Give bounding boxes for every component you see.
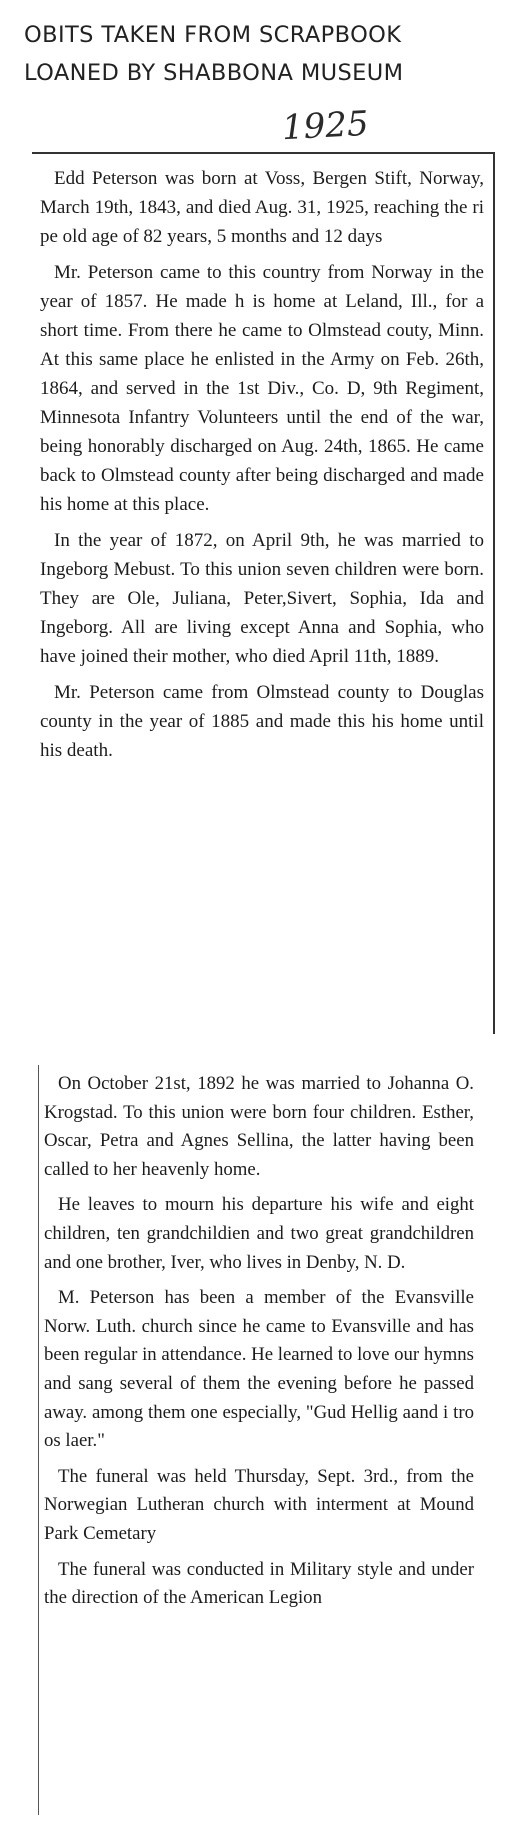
clipping-2-paragraph-4: The funeral was held Thursday, Sept. 3rd., from the Norwegian Lutheran church with interment at Mound Park Cemetary — [44, 1465, 474, 1544]
obituary-clipping-1 — [40, 164, 484, 772]
clipping-1-paragraph-2: Mr. Peterson came to this country from Norway in the year of 1857. He made h is home at Leland, Ill., for a short time. From there he came to Olmstead couty, Minn. At this same place he enlisted in the Army on Feb. 26th, 1864, and served in the 1st Div., Co. D, 9th Regiment, Minnesota Infantry Volunteers until the end of the war, being honorably discharged on Aug. 24th, 1865. He came back to Olmstead county after being discharged and made his home at this place. — [40, 262, 484, 515]
clipping-1-paragraph-1: Edd Peterson was born at Voss, Bergen Stift, Norway, March 19th, 1843, and died Aug. 31, 1925, reaching the ri pe old age of 82 years, 5 months and 12 days — [40, 168, 484, 247]
clipping-2-paragraph-3: M. Peterson has been a member of the Evansville Norw. Luth. church since he came to Evansville and has been regular in attendance. He learned to love our hymns and sang several of them the evening before he passed away. among them one especially, "Gud Hellig aand i tro os laer." — [44, 1287, 474, 1452]
clipping-2-paragraph-2: He leaves to mourn his departure his wife and eight children, ten grandchildien and two great grandchildren and one brother, Iver, who lives in Denby, N. D. — [44, 1194, 474, 1273]
page-header — [24, 16, 494, 92]
clipping-2-paragraph-1: On October 21st, 1892 he was married to Johanna O. Krogstad. To this union were born four children. Esther, Oscar, Petra and Agnes Sellina, the latter having been called to her heavenly home. — [44, 1073, 474, 1180]
clipping-1-paragraph-3: In the year of 1872, on April 9th, he was married to Ingeborg Mebust. To this union seven children were born. They are Ole, Juliana, Peter,Sivert, Sophia, Ida and Ingeborg. All are living except Anna and Sophia, who have joined their mother, who died April 11th, 1889. — [40, 530, 484, 667]
handwritten-year: 1925 — [281, 103, 370, 149]
obituary-clipping-2 — [44, 1070, 474, 1620]
clipping-2-paragraph-5: The funeral was conducted in Military style and under the direction of the American Legion — [44, 1558, 474, 1609]
header-line-1: OBITS TAKEN FROM SCRAPBOOK — [24, 22, 402, 48]
clipping-1-paragraph-4: Mr. Peterson came from Olmstead county to Douglas county in the year of 1885 and made this his home until his death. — [40, 682, 484, 761]
header-line-2: LOANED BY SHABBONA MUSEUM — [24, 60, 404, 86]
